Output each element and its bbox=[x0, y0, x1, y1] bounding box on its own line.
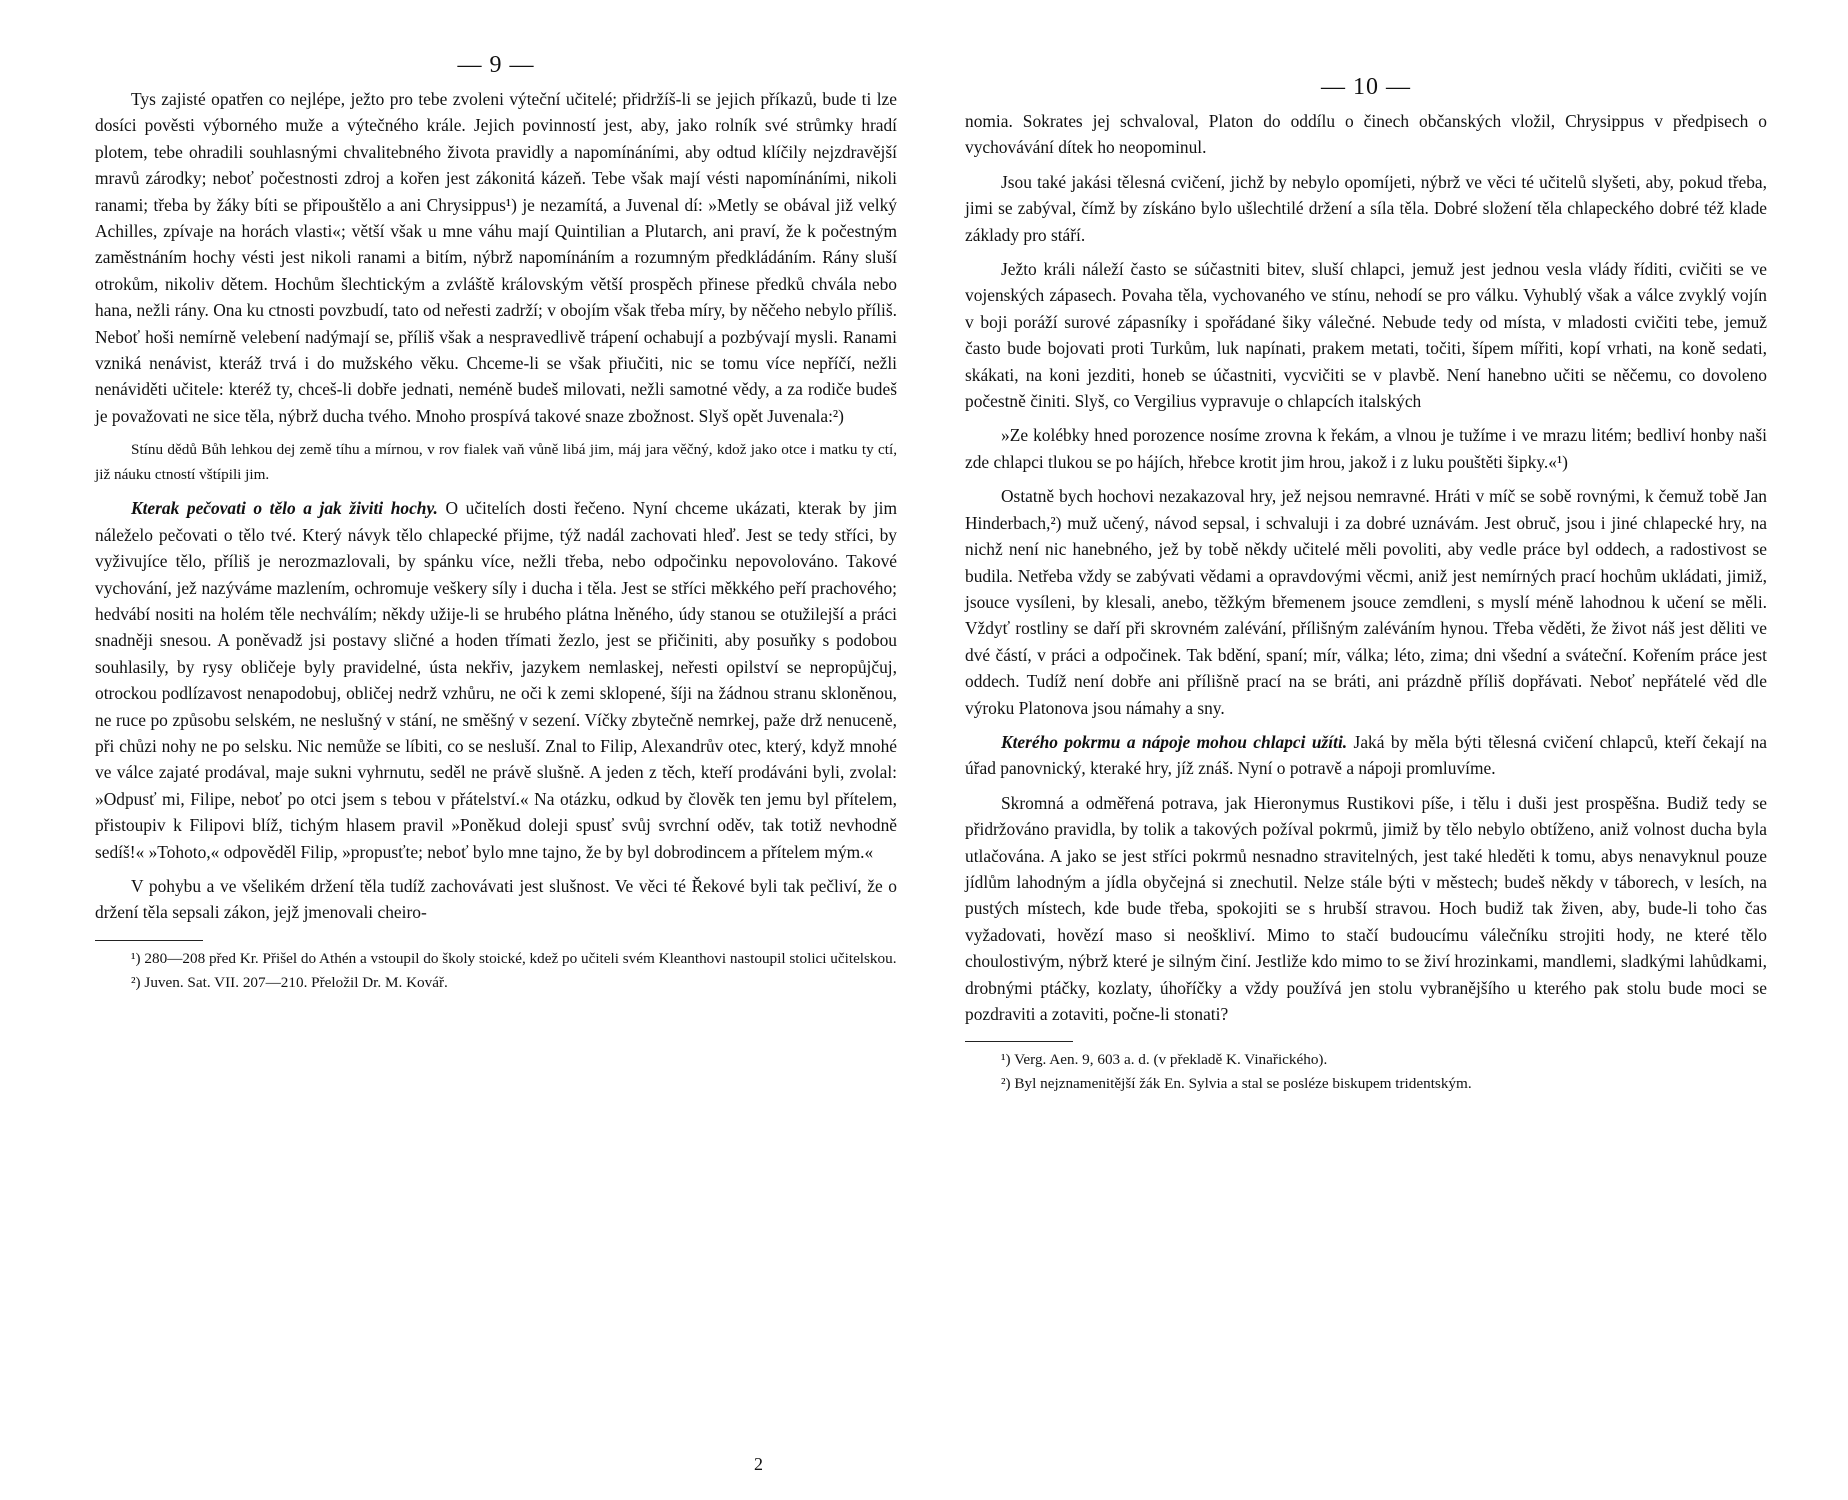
paragraph: Jsou také jakási tělesná cvičení, jichž by nebylo opomíjeti, nýbrž ve věci té učitelů slyšeti, aby, pokud třeba, jimi se zabýval, čímž by získáno bylo ušlechtilé držení a síla těla. Dobré složení těla chlapeckého dobré též klade základy pro stáří. bbox=[965, 171, 1767, 245]
paragraph: Ostatně bych hochovi nezakazoval hry, jež nejsou nemravné. Hráti v míč se sobě rovnými, k čemuž tobě Jan Hinderbach,²) muž učený, návod sepsal, i schvaluji i za dobré uznávám. Jest obruč, jsou i jiné chlapecké hry, na nichž není nic hanebného, jež by tobě někdy učitelé měli povoliti, aby vedle práce byl oddech, a radostivost se budila. Netřeba vždy se zabývati vědami a opravdovými věcmi, aniž jest nemírných prací hochům ukládati, jimiž, jsouce vysíleni, by klesali, anebo, těžkým břemenem jsouce zemdleni, s myslí méně lahodnou k učení se měli. Vždyť rostliny se daří při skrovném zalévání, přílišným zaléváním hynou. Třeba věděti, že život náš jest děliti ve dvé částí, v práci a odpočinek. Tak bdění, spaní; mír, válka; léto, zima; dni všední a sváteční. Kořením práce jest oddech. Tudíž není dobře ani přílišně prací na se bráti, ani prázdně příliš dopřávati. Neboť nepřátelé věd dle výroku Platonova jsou námahy a sny. bbox=[965, 486, 1767, 718]
footnotes-right bbox=[965, 1048, 1767, 1096]
section-text: Jaká by měla býti tělesná cvičení chlapců, kteří čekají na úřad panovnický, kteraké hry, jíž znáš. Nyní o potravě a nápoji promluvíme. bbox=[965, 731, 1767, 779]
page-number-right: — 10 — bbox=[1321, 74, 1411, 100]
verse-text: Stínu dědů Bůh lehkou dej země tíhu a mírnou, v rov fialek vaň vůně libá jim, máj jara věčný, kdož jako otce i matku ty ctí, již náuku ctností vštípili jim. bbox=[95, 441, 897, 484]
right-page bbox=[965, 0, 1767, 1096]
left-page bbox=[95, 0, 897, 995]
right-page-body bbox=[965, 108, 1767, 1027]
left-page-body bbox=[95, 86, 897, 926]
paragraph: Tys zajisté opatřen co nejlépe, ježto pro tebe zvoleni výteční učitelé; přidržíš-li se jejich příkazů, bude ti lze dosíci pověsti výborného muže a výtečného krále. Jejich povinností jest, aby, jako rolník své strůmky hradí plotem, tebe ohradili souhlasnými chvalitebného života pravidly a napomínáními, aby odtud klíčily nejzdravější mravů zárodky; neboť počestnosti zdroj a kořen jest zákonitá kázeň. Tebe však mají vésti napomínáními, nikoli ranami; třeba by žáky bíti se připouštělo a ani Chrysippus¹) je nezamítá, a Juvenal dí: »Metly se obával již velký Achilles, zpívaje na horách vlasti«; větší však u mne váhu mají Quintilian a Plutarch, ani praví, že k počestným zaměstnáním hochy vésti jest nikoli ranami a bitím, nýbrž napomínáním a rozumným předkládáním. Rány sluší otrokům, nikoliv dětem. Hochům šlechtickým a zvláště královským větší prospěch přinese předků chvála nebo hana, nežli rány. Ona ku ctnosti povzbudí, tato od neřesti zadrží; v obojím však třeba míry, by něčeho nebylo příliš. Neboť hoši nemírně velebení nadýmají se, příliš však a nespravedlivě trápení ochabují a pozbývají mysli. Ranami vzniká nenávist, kteráž trvá i do mužského věku. Chceme-li se však přiučiti, nic se tomu více nepříčí, nežli nenáviděti učitele: kteréž ty, chceš-li dobře jednati, neméně budeš milovati, nežli samotné vědy, a za rodiče budeš je považovati ne sice těla, nýbrž ducha tvého. Mnoho prospívá takové snaze zbožnost. Slyš opět Juvenala:²) bbox=[95, 89, 897, 426]
footnote-divider bbox=[95, 940, 203, 941]
paragraph: Ježto králi náleží často se súčastniti bitev, sluší chlapci, jemuž jest jednou vesla vlády říditi, cvičiti se ve vojenských zápasech. Povaha těla, vychovaného ve stínu, nehodí se pro válku. Vyhublý však a válce zvyklý vojín v boji poráží surové zápasníky i spořádané šiky válečné. Nebude tedy od místa, v mladosti cvičiti tebe, jemuž často bude bojovati proti Turkům, luk napínati, prakem metati, točiti, šípem mířiti, kopí vrhati, na koně sedati, skákati, na koni jezditi, honeb se účastniti, vycvičiti se v plavbě. Není hanebno učiti se něčemu, co dovoleno počestně činiti. Slyš, co Vergilius vypravuje o chlapcích italských bbox=[965, 259, 1767, 412]
section-text: O učitelích dosti řečeno. Nyní chceme ukázati, kterak by jim náleželo pečovati o tělo tvé. Který návyk tělo chlapecké přijme, týž nadál zachovati hleď. Jest se tedy stříci, by vyživujíce tělo, příliš je nerozmazlovali, by spánku více, nežli třeba, nebo odpočinku nepovolováno. Takové vychování, jež nazýváme mazlením, ochromuje veškery síly i ducha i těla. Jest se stříci měkkého peří prachového; hedvábí nositi na holém těle nechválím; někdy užije-li se hrubého plátna lněného, údy stanou se otužilejší a práci snadněji snesou. A poněvadž jsi postavy sličné a hoden třímati žezlo, jest se přičiniti, aby posuňky s podobou souhlasily, by rysy obličeje byly pravidelné, ústa nekřiv, jazykem nemlaskej, neřesti opilství se nepropůjčuj, otrockou podlízavost nenapodobuj, obličej nedrž vzhůru, ne oči k zemi sklopené, šíji na žádnou stranu skloněnou, ne ruce po způsobu selském, ne neslušný v stání, ne směšný v sezení. Víčky zbytečně nemrkej, paže drž nenuceně, při chůzi nohy ne po selsku. Nic nemůže se líbiti, co se nesluší. Znal to Filip, Alexandrův otec, který, když mnohé ve válce zajaté prodával, maje sukni vyhrnutu, seděl ne právě slušně. A jeden z těch, kteří prodáváni byli, zvolal: »Odpusť mi, Filipe, neboť po otci jsem s tebou v přátelství.« Na otázku, odkud by člověk ten jemu byl přítelem, přistoupiv k Filipovi blíž, tichým hlasem pravil »Poněkud doleji spusť svůj svrchní oděv, tak totiž nevhodně sedíš!« »Tohoto,« odpověděl Filip, »propusťte; neboť bylo mne tajno, že by byl dobrodincem a přítelem mým.« bbox=[95, 498, 897, 862]
footnotes-left bbox=[95, 947, 897, 995]
footnote: ¹) Verg. Aen. 9, 603 a. d. (v překladě K. Vinařického). bbox=[1001, 1051, 1328, 1069]
page-number-left: — 9 — bbox=[457, 52, 535, 78]
section-paragraph bbox=[95, 495, 897, 865]
footnote: ¹) 280—208 před Kr. Přišel do Athén a vstoupil do školy stoické, kdež po učiteli svém Kleanthovi nastoupil stolici učitelskou. bbox=[131, 949, 897, 967]
section-heading: Kterého pokrmu a nápoje mohou chlapci užíti. bbox=[1001, 731, 1348, 752]
paragraph: V pohybu a ve všelikém držení těla tudíž zachovávati jest slušnost. Ve věci té Řekové byli tak pečliví, že o držení těla sepsali zákon, jejž jmenovali cheiro- bbox=[95, 875, 897, 923]
verse-quote: »Ze kolébky hned porozence nosíme zrovna k řekám, a vlnou je tužíme i ve mrazu litém; bedliví honby naši zde chlapci tlukou se po hájích, hřebce krotit jim hrou, jakož i z luku pouštěti šipky.«¹) bbox=[965, 425, 1767, 472]
paragraph: Skromná a odměřená potrava, jak Hieronymus Rustikovi píše, i tělu i duši jest prospěšna. Budiž tedy se přidržováno pravidla, by tolik a takových požíval pokrmů, jimiž by tělo nebylo obtíženo, aniž volnost ducha byla utlačována. A jako se jest stříci pokrmů nesnadno stravitelných, jest také hleděti k tomu, abys nenavyknul pouze jídlům lahodným a jídla obyčejná si znechutil. Nelze stále býti v městech; budeš někdy v táborech, v lesích, na pustých místech, kde bude třeba, spokojiti se s hrubší stravou. Hoch budiž tak živen, aby, bude-li toho čas vyžadovati, hovězí maso si neoškliví. Mimo to stačí budoucímu válečníku strojiti hody, ne které tělo choulostivým, nýbrž které je silným činí. Jestliže kdo mimo to se živí hrozinkami, mandlemi, sladkými lahůdkami, drobnými ptáčky, kozlaty, úhoříčky a vždy používá jen stolu vybranějšího u kterého pak stolu bude moci se pozdraviti a zotaviti, počne-li stonati? bbox=[965, 792, 1767, 1024]
footnote: ²) Juven. Sat. VII. 207—210. Přeložil Dr. M. Kovář. bbox=[131, 973, 448, 991]
section-paragraph bbox=[965, 729, 1767, 782]
footnote: ²) Byl nejznamenitější žák En. Sylvia a stal se posléze biskupem tridentským. bbox=[1001, 1075, 1472, 1093]
paragraph: nomia. Sokrates jej schvaloval, Platon do oddílu o činech občanských vložil, Chrysippus v předpisech o vychovávání dítek ho neopominul. bbox=[965, 111, 1767, 158]
footnote-divider bbox=[965, 1041, 1073, 1042]
verse-quote bbox=[95, 437, 897, 487]
section-heading: Kterak pečovati o tělo a jak živiti hochy. bbox=[131, 498, 438, 519]
signature-mark: 2 bbox=[754, 1454, 763, 1474]
